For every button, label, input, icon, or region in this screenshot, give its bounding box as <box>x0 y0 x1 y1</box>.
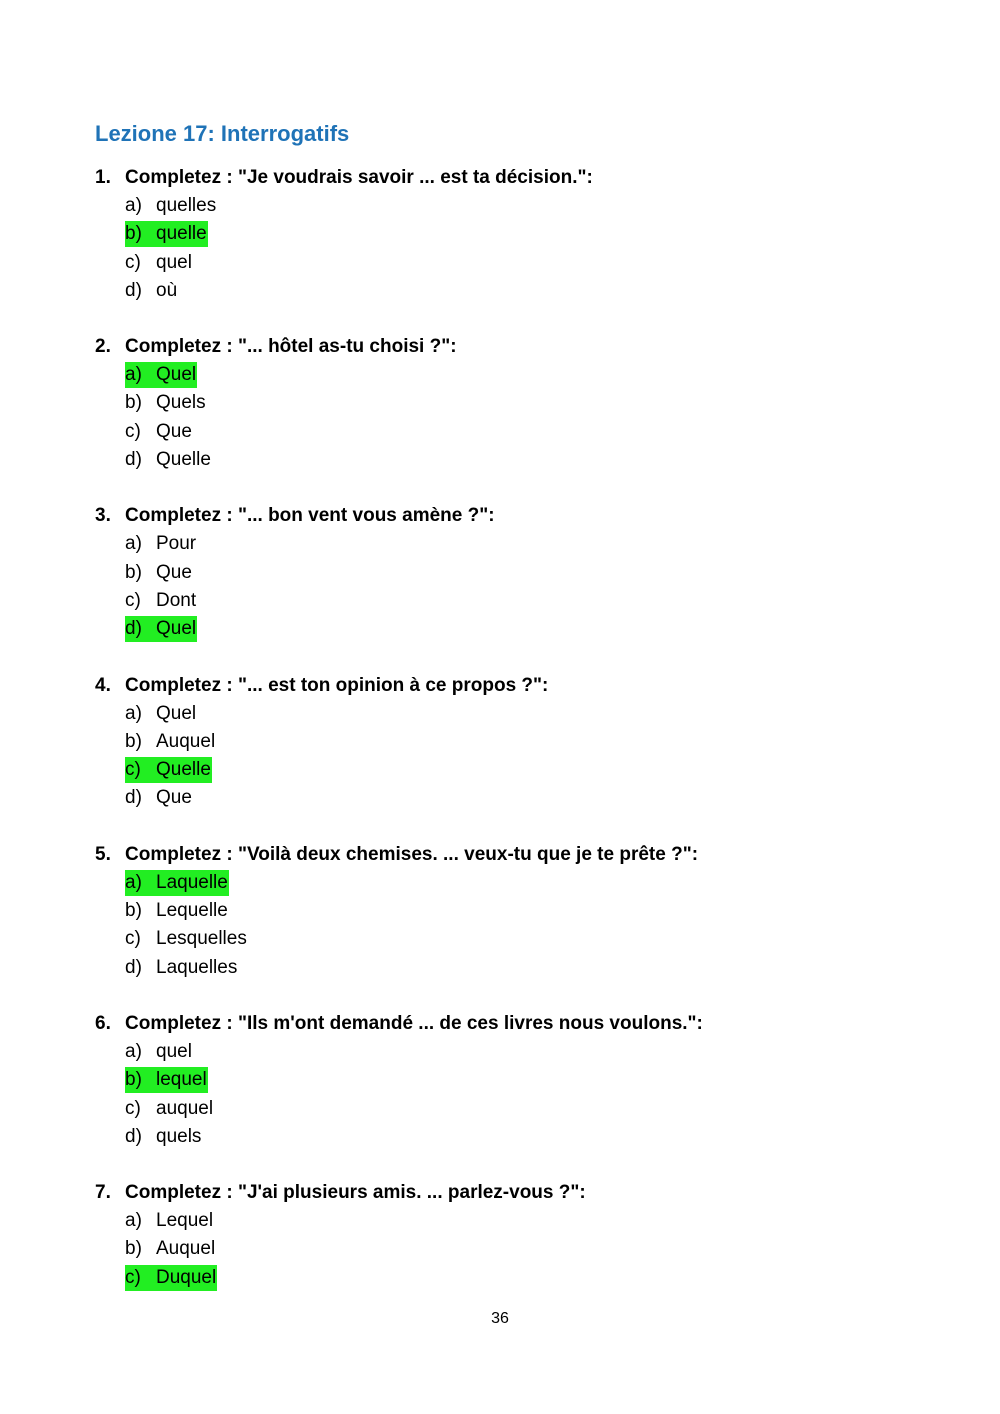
option-content <box>125 250 193 276</box>
option-text: où <box>156 279 178 301</box>
option-letter: c) <box>125 759 141 781</box>
option-letter: b) <box>125 900 142 922</box>
answer-option <box>125 446 915 474</box>
answer-option <box>125 728 915 756</box>
lesson-title: Lezione 17: Interrogatifs <box>95 121 350 146</box>
question-heading <box>95 1010 915 1038</box>
option-letter: c) <box>125 589 141 611</box>
option-text: Que <box>156 787 192 809</box>
question-heading <box>95 841 915 869</box>
option-text: Quelle <box>156 759 211 781</box>
option-content <box>125 926 248 952</box>
option-letter: d) <box>125 279 142 301</box>
correct-answer-highlight <box>125 1265 217 1291</box>
question-prompt: Completez : "Voilà deux chemises. ... veux-tu que je te prête ?": <box>125 843 699 865</box>
question-number: 5. <box>95 843 111 865</box>
answer-option <box>125 559 915 587</box>
option-content <box>125 193 217 219</box>
correct-answer-highlight <box>125 221 208 247</box>
answer-option <box>125 1123 915 1151</box>
option-text: Lequelle <box>156 900 228 922</box>
option-content <box>125 447 212 473</box>
option-text: quels <box>156 1125 202 1147</box>
question-prompt: Completez : "Je voudrais savoir ... est ta décision.": <box>125 167 593 188</box>
answer-options <box>95 192 915 305</box>
option-content <box>125 898 229 924</box>
question-heading <box>95 672 915 700</box>
correct-answer-highlight <box>125 757 212 783</box>
option-text: quel <box>156 1040 192 1062</box>
answer-options <box>95 869 915 982</box>
option-letter: c) <box>125 251 141 273</box>
answer-option-correct <box>125 615 915 643</box>
answer-options <box>95 700 915 813</box>
page-number: 36 <box>491 1310 509 1327</box>
option-text: quelle <box>156 223 207 245</box>
question-1 <box>95 164 915 305</box>
option-letter: a) <box>125 533 142 555</box>
option-letter: c) <box>125 1266 141 1288</box>
correct-answer-highlight <box>125 870 229 896</box>
question-7 <box>95 1179 915 1292</box>
option-content <box>125 1236 216 1262</box>
option-content <box>125 560 193 586</box>
option-text: Que <box>156 561 192 583</box>
answer-option <box>125 784 915 812</box>
option-letter: d) <box>125 449 142 471</box>
option-text: Duquel <box>156 1266 217 1288</box>
option-letter: c) <box>125 420 141 442</box>
option-letter: a) <box>125 1040 142 1062</box>
option-letter: a) <box>125 702 142 724</box>
question-5 <box>95 841 915 982</box>
option-text: Dont <box>156 589 197 611</box>
question-number: 7. <box>95 1182 111 1204</box>
option-content <box>125 785 193 811</box>
option-letter: d) <box>125 787 142 809</box>
option-letter: c) <box>125 928 141 950</box>
answer-option <box>125 277 915 305</box>
answer-option <box>125 587 915 615</box>
question-heading <box>95 1179 915 1207</box>
answer-option <box>125 530 915 558</box>
answer-option-correct <box>125 1066 915 1094</box>
option-content <box>125 531 197 557</box>
option-content <box>125 701 197 727</box>
option-text: Auquel <box>156 1238 216 1260</box>
correct-answer-highlight <box>125 362 197 388</box>
answer-option <box>125 389 915 417</box>
answer-option <box>125 192 915 220</box>
option-content <box>125 1039 193 1065</box>
option-content <box>125 1124 202 1150</box>
answer-options <box>95 361 915 474</box>
question-number: 3. <box>95 505 111 527</box>
question-prompt: Completez : "... hôtel as-tu choisi ?": <box>125 336 457 358</box>
option-letter: b) <box>125 1069 142 1091</box>
question-number: 1. <box>95 167 111 188</box>
correct-answer-highlight <box>125 1067 208 1093</box>
option-text: Pour <box>156 533 197 555</box>
option-letter: b) <box>125 561 142 583</box>
answer-options <box>95 530 915 643</box>
answer-option <box>125 954 915 982</box>
option-text: Que <box>156 420 192 442</box>
question-prompt: Completez : "Ils m'ont demandé ... de ces livres nous voulons.": <box>125 1012 703 1034</box>
option-letter: b) <box>125 730 142 752</box>
question-number: 4. <box>95 674 111 696</box>
option-content <box>125 390 207 416</box>
option-text: Lequel <box>156 1210 214 1232</box>
answer-option-correct <box>125 869 915 897</box>
option-letter: b) <box>125 1238 142 1260</box>
option-text: lequel <box>156 1069 207 1091</box>
question-heading <box>95 502 915 530</box>
option-letter: a) <box>125 195 142 216</box>
option-content <box>125 1096 214 1122</box>
option-letter: a) <box>125 364 142 386</box>
option-letter: a) <box>125 1210 142 1232</box>
option-text: Quel <box>156 618 197 640</box>
option-text: quelles <box>156 195 217 216</box>
correct-answer-highlight <box>125 616 197 642</box>
option-content <box>125 419 193 445</box>
answer-option <box>125 249 915 277</box>
answer-option <box>125 1207 915 1235</box>
option-content <box>125 278 178 304</box>
option-content <box>125 729 216 755</box>
option-text: Quel <box>156 364 197 386</box>
option-letter: b) <box>125 392 142 414</box>
answer-options <box>95 1038 915 1151</box>
option-text: Auquel <box>156 730 216 752</box>
option-text: Quels <box>156 392 206 414</box>
question-number: 6. <box>95 1012 111 1034</box>
answer-option <box>125 1095 915 1123</box>
option-letter: d) <box>125 1125 142 1147</box>
question-prompt: Completez : "J'ai plusieurs amis. ... parlez-vous ?": <box>125 1182 586 1204</box>
answer-option <box>125 925 915 953</box>
option-letter: d) <box>125 956 142 978</box>
option-text: Quel <box>156 702 197 724</box>
question-heading <box>95 333 915 361</box>
answer-option-correct <box>125 756 915 784</box>
answer-option-correct <box>125 361 915 389</box>
answer-option-correct <box>125 1264 915 1292</box>
option-text: quel <box>156 251 192 273</box>
question-6 <box>95 1010 915 1151</box>
answer-option <box>125 700 915 728</box>
question-2 <box>95 333 915 474</box>
question-4 <box>95 672 915 813</box>
answer-option <box>125 1235 915 1263</box>
option-text: Lesquelles <box>156 928 247 950</box>
option-text: auquel <box>156 1097 214 1119</box>
option-content <box>125 588 197 614</box>
option-text: Laquelles <box>156 956 238 978</box>
question-prompt: Completez : "... est ton opinion à ce propos ?": <box>125 674 549 696</box>
answer-option <box>125 897 915 925</box>
answer-option <box>125 418 915 446</box>
option-letter: c) <box>125 1097 141 1119</box>
question-heading <box>95 164 915 192</box>
option-letter: b) <box>125 223 142 245</box>
option-text: Laquelle <box>156 871 228 893</box>
document-page <box>95 118 915 1320</box>
option-content <box>125 955 238 981</box>
option-content <box>125 1208 214 1234</box>
answer-option <box>125 1038 915 1066</box>
answer-option-correct <box>125 220 915 248</box>
option-letter: a) <box>125 871 142 893</box>
option-text: Quelle <box>156 449 211 471</box>
question-prompt: Completez : "... bon vent vous amène ?": <box>125 505 495 527</box>
question-list <box>95 164 915 1292</box>
question-number: 2. <box>95 336 111 358</box>
answer-options <box>95 1207 915 1292</box>
question-3 <box>95 502 915 643</box>
option-letter: d) <box>125 618 142 640</box>
